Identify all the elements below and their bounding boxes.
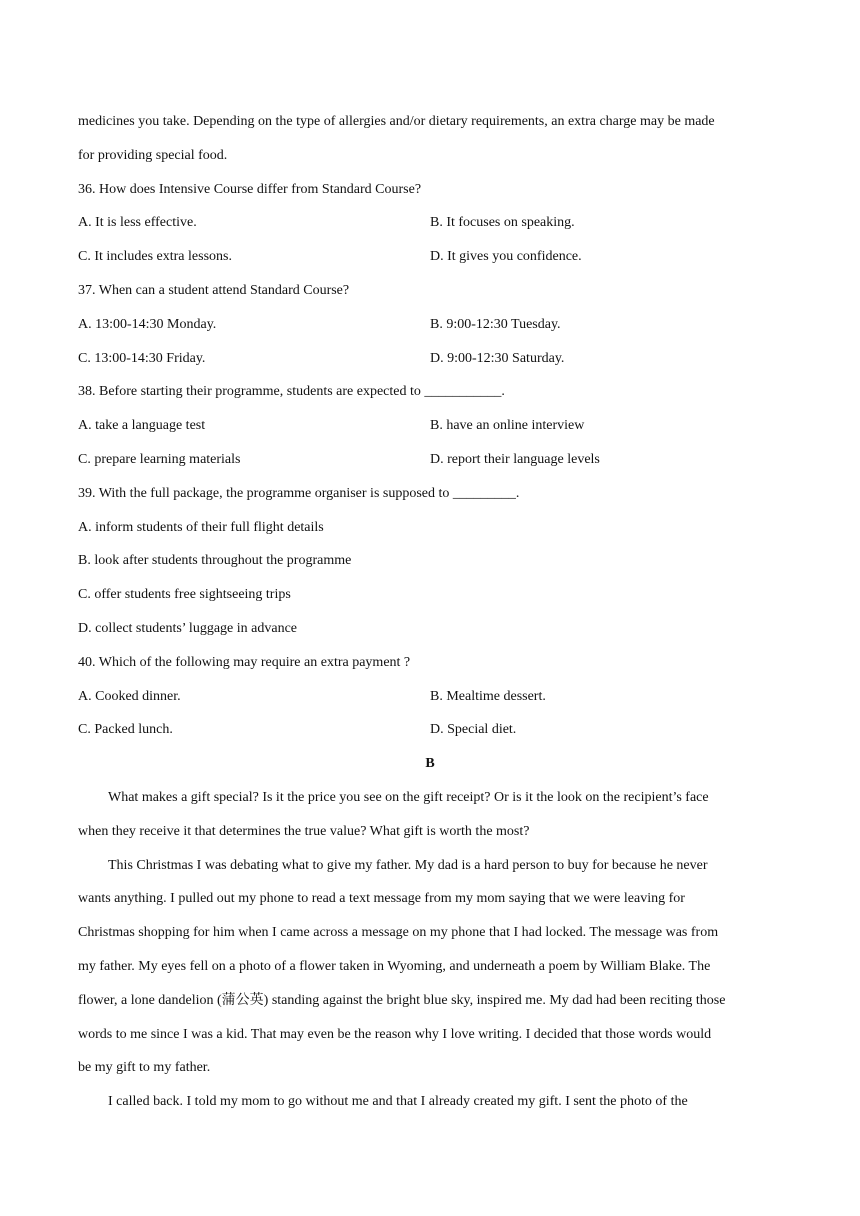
passage-line: flower, a lone dandelion (蒲公英) standing against the bright blue sky, inspired me. My dad had been reciting those — [78, 992, 726, 1008]
passage-line: wants anything. I pulled out my phone to read a text message from my mom saying that we were leaving for — [78, 891, 685, 907]
passage-line: be my gift to my father. — [78, 1060, 211, 1076]
question-stem: 37. When can a student attend Standard Course? — [78, 282, 350, 298]
lead-in-line: medicines you take. Depending on the type of allergies and/or dietary requirements, an extra charge may be made — [78, 114, 715, 129]
question-stem: 39. With the full package, the programme organiser is supposed to _________. — [78, 485, 520, 501]
option-c: C. offer students free sightseeing trips — [78, 587, 291, 603]
passage-line: What makes a gift special? Is it the price you see on the gift receipt? Or is it the look on the recipient’s face — [108, 789, 709, 805]
passage-line: Christmas shopping for him when I came across a message on my phone that I had locked. The message was from — [78, 925, 719, 941]
option-b: B. 9:00-12:30 Tuesday. — [430, 316, 561, 332]
option-c: C. Packed lunch. — [78, 722, 173, 738]
option-row — [78, 308, 782, 342]
option-row — [78, 680, 782, 714]
option-a: A. Cooked dinner. — [78, 688, 181, 704]
option-d: D. Special diet. — [430, 722, 517, 738]
option-b: B. have an online interview — [430, 418, 585, 434]
option-row — [78, 409, 782, 443]
lead-in-line: for providing special food. — [78, 147, 228, 163]
section-title: B — [425, 756, 435, 772]
passage-line: my father. My eyes fell on a photo of a flower taken in Wyoming, and underneath a poem by William Blake. The — [78, 958, 711, 974]
passage-line: when they receive it that determines the true value? What gift is worth the most? — [78, 823, 530, 839]
option-a: A. inform students of their full flight details — [78, 519, 324, 535]
option-d: D. collect students’ luggage in advance — [78, 620, 297, 636]
option-row — [78, 713, 782, 747]
option-a: A. It is less effective. — [78, 215, 197, 231]
question-stem: 40. Which of the following may require an extra payment ? — [78, 654, 411, 670]
option-d: D. 9:00-12:30 Saturday. — [430, 350, 565, 366]
option-c: C. It includes extra lessons. — [78, 249, 232, 265]
option-row — [78, 240, 782, 274]
option-row — [78, 443, 782, 477]
passage-line: I called back. I told my mom to go without me and that I already created my gift. I sent the photo of the — [108, 1094, 688, 1110]
passage-line: words to me since I was a kid. That may even be the reason why I love writing. I decided that those words would — [78, 1026, 712, 1042]
question-stem: 36. How does Intensive Course differ from Standard Course? — [78, 181, 422, 197]
option-d: D. It gives you confidence. — [430, 249, 582, 265]
option-b: B. Mealtime dessert. — [430, 688, 546, 704]
document-content — [78, 105, 782, 1119]
question-stem: 38. Before starting their programme, students are expected to ___________. — [78, 384, 505, 400]
option-d: D. report their language levels — [430, 451, 600, 467]
option-b: B. It focuses on speaking. — [430, 215, 575, 231]
option-row — [78, 342, 782, 376]
option-a: A. 13:00-14:30 Monday. — [78, 316, 217, 332]
option-b: B. look after students throughout the programme — [78, 553, 352, 569]
option-c: C. 13:00-14:30 Friday. — [78, 350, 206, 366]
option-row — [78, 206, 782, 240]
option-a: A. take a language test — [78, 418, 206, 434]
passage-line: This Christmas I was debating what to give my father. My dad is a hard person to buy for because he never — [108, 857, 708, 873]
option-c: C. prepare learning materials — [78, 451, 241, 467]
